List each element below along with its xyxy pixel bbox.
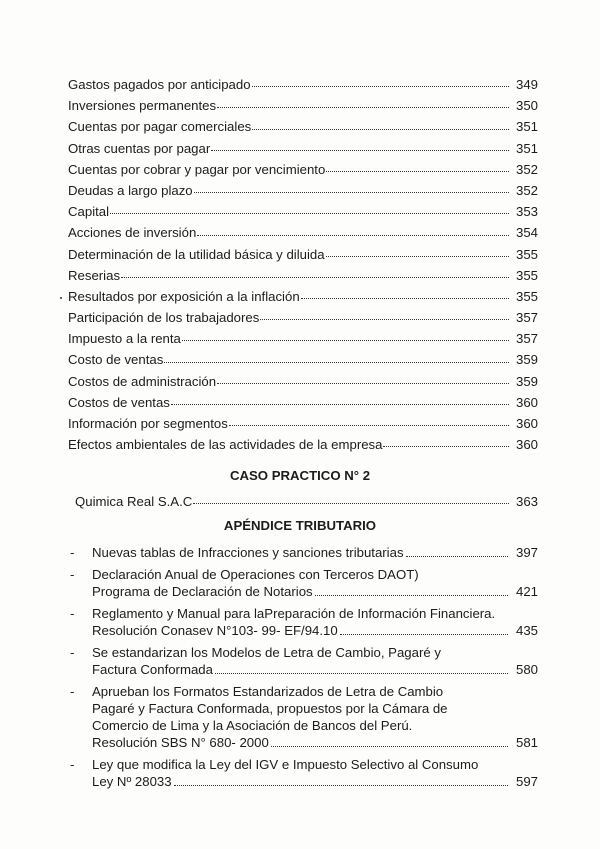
apendice-item: [70, 756, 538, 790]
dot-leader: [215, 673, 508, 674]
toc-entry-label: Capital: [68, 204, 110, 220]
toc-page-number: 350: [515, 98, 538, 114]
dot-leader: [252, 86, 509, 87]
toc-page-number: 363: [515, 494, 538, 509]
toc-entry-label: Acciones de inversión: [68, 225, 197, 241]
dot-leader: [260, 319, 509, 320]
dot-leader: [171, 404, 509, 405]
toc-entry-label: Inversiones permanentes: [68, 98, 217, 114]
toc-row: [68, 180, 538, 201]
dot-leader: [301, 298, 509, 299]
apendice-item: [70, 683, 538, 751]
list-dash: -: [70, 757, 75, 772]
toc-page-number: 354: [515, 225, 538, 241]
toc-page-number: 351: [515, 119, 538, 135]
toc-row: [68, 95, 538, 116]
toc-row: [68, 116, 538, 137]
toc-row: [68, 349, 538, 370]
apendice-heading: APÉNDICE TRIBUTARIO: [223, 518, 377, 533]
apendice-item-text: [92, 566, 538, 600]
apendice-line: [92, 544, 538, 561]
toc-entry-label: Costos de administración: [68, 373, 217, 389]
toc-row: [75, 491, 538, 512]
toc-page-number: 581: [515, 735, 538, 750]
toc-page-number: 357: [515, 331, 538, 347]
dot-leader: [211, 150, 509, 151]
dot-leader: [121, 277, 509, 278]
list-dash: -: [70, 684, 75, 699]
dot-leader: [110, 213, 509, 214]
toc-row: [68, 159, 538, 180]
toc-row: [68, 286, 538, 307]
toc-page-number: 397: [515, 545, 538, 560]
toc-page-number: 355: [515, 288, 538, 304]
dot-leader: [182, 340, 509, 341]
dot-leader: [326, 256, 509, 257]
apendice-line: Pagaré y Factura Conformada, propuestos por la Cámara de: [92, 701, 448, 716]
toc-page-number: 355: [515, 246, 538, 262]
toc-row: [68, 371, 538, 392]
toc-page-number: 580: [515, 662, 538, 677]
toc-page-number: 360: [515, 437, 538, 453]
toc-page-number: 435: [515, 623, 538, 638]
apendice-line: [92, 583, 538, 600]
toc-entry-label: Reserias: [68, 267, 121, 283]
toc-entry-label: Costos de ventas: [68, 394, 170, 410]
dot-leader: [193, 503, 509, 504]
apendice-line-text: Resolución Conasev N°103- 99- EF/94.10: [92, 623, 338, 638]
dot-leader: [406, 556, 508, 557]
caso-practico-heading: CASO PRACTICO N° 2: [229, 468, 371, 483]
dot-leader: [326, 171, 509, 172]
toc-page-number: 359: [515, 373, 538, 389]
toc-row: [68, 307, 538, 328]
apendice-line: [92, 622, 538, 639]
apendice-item-text: [92, 605, 538, 639]
apendice-line-text: Resolución SBS N° 680- 2000: [92, 735, 269, 750]
toc-row: [68, 201, 538, 222]
toc-entry-label: Gastos pagados por anticipado: [68, 77, 251, 92]
apendice-line: Ley que modifica la Ley del IGV e Impuesto Selectivo al Consumo: [92, 757, 479, 772]
dot-leader: [164, 362, 509, 363]
apendice-item-text: [92, 683, 538, 751]
toc-entry-label: Información por segmentos: [68, 416, 228, 431]
toc-row: [68, 138, 538, 159]
apendice-line: Comercio de Lima y la Asociación de Bancos del Perú.: [92, 718, 413, 733]
dot-leader: [174, 785, 508, 786]
apendice-item-text: [92, 644, 538, 678]
toc-page-number: 360: [515, 394, 538, 410]
toc-page-number: 353: [515, 204, 538, 220]
list-dash: -: [70, 645, 75, 660]
toc-page-number: 360: [515, 416, 538, 431]
dot-leader: [229, 425, 509, 426]
dot-leader: [217, 383, 509, 384]
apendice-line: Reglamento y Manual para laPreparación de Información Financiera.: [92, 606, 496, 621]
toc-page-number: 355: [515, 267, 538, 283]
toc-page-number: 359: [515, 352, 538, 368]
toc-page-number: 597: [515, 774, 538, 789]
toc-page-number: 352: [515, 161, 538, 177]
toc-row: [68, 74, 538, 95]
toc-page-number: 352: [515, 182, 538, 198]
toc-page-number: 351: [515, 140, 538, 156]
apendice-line: [92, 773, 538, 790]
apendice-line-text: Factura Conformada: [92, 662, 213, 677]
apendice-line: [92, 661, 538, 678]
apendice-item-text: [92, 544, 538, 561]
dot-leader: [197, 235, 509, 236]
toc-entry-label: Participación de los trabajadores: [68, 310, 260, 326]
toc-row: [68, 434, 538, 455]
toc-row: [68, 328, 538, 349]
caso-practico-entry: [75, 491, 538, 512]
dot-leader: [217, 107, 509, 108]
apendice-item-text: [92, 756, 538, 790]
toc-entry-label: Resultados por exposición a la inflación: [68, 288, 300, 304]
stray-mark: [60, 297, 62, 299]
toc-entry-label: Determinación de la utilidad básica y diluida: [68, 246, 325, 262]
apendice-item: [70, 544, 538, 561]
list-dash: -: [70, 545, 75, 560]
apendice-line: [92, 734, 538, 751]
toc-entry-label: Efectos ambientales de las actividades de la empresa: [68, 437, 383, 453]
dot-leader: [252, 129, 509, 130]
apendice-item: [70, 566, 538, 600]
toc-entry-label: Cuentas por pagar comerciales: [68, 119, 252, 135]
toc-page-number: 349: [515, 77, 538, 92]
dot-leader: [340, 634, 508, 635]
apendice-line: Aprueban los Formatos Estandarizados de Letra de Cambio: [92, 684, 444, 699]
toc-entry-label: Quimica Real S.A.C: [75, 494, 193, 509]
apendice-line: Declaración Anual de Operaciones con Terceros DAOT): [92, 567, 419, 582]
dot-leader: [271, 746, 508, 747]
apendice-line-text: Nuevas tablas de Infracciones y sanciones tributarias: [92, 545, 404, 560]
toc-page-number: 357: [515, 310, 538, 326]
toc-entry-label: Deudas a largo plazo: [68, 182, 193, 198]
toc-row: [68, 265, 538, 286]
list-dash: -: [70, 567, 75, 582]
apendice-line-text: Programa de Declaración de Notarios: [92, 584, 313, 599]
toc-row: [68, 244, 538, 265]
toc-page-number: 421: [515, 584, 538, 599]
apendice-line: Se estandarizan los Modelos de Letra de Cambio, Pagaré y: [92, 645, 441, 660]
dot-leader: [315, 595, 508, 596]
list-dash: -: [70, 606, 75, 621]
dot-leader: [383, 446, 509, 447]
apendice-item: [70, 605, 538, 639]
toc-row: [68, 392, 538, 413]
toc-entry-label: Cuentas por cobrar y pagar por vencimiento: [68, 161, 326, 177]
dot-leader: [194, 192, 509, 193]
apendice-line-text: Ley Nº 28033: [92, 774, 172, 789]
table-of-contents: [68, 74, 538, 455]
toc-row: [68, 413, 538, 434]
toc-entry-label: Otras cuentas por pagar: [68, 140, 211, 156]
toc-entry-label: Impuesto a la renta: [68, 331, 181, 347]
apendice-item: [70, 644, 538, 678]
toc-entry-label: Costo de ventas: [68, 352, 164, 368]
toc-row: [68, 222, 538, 243]
apendice-list: [70, 544, 538, 790]
